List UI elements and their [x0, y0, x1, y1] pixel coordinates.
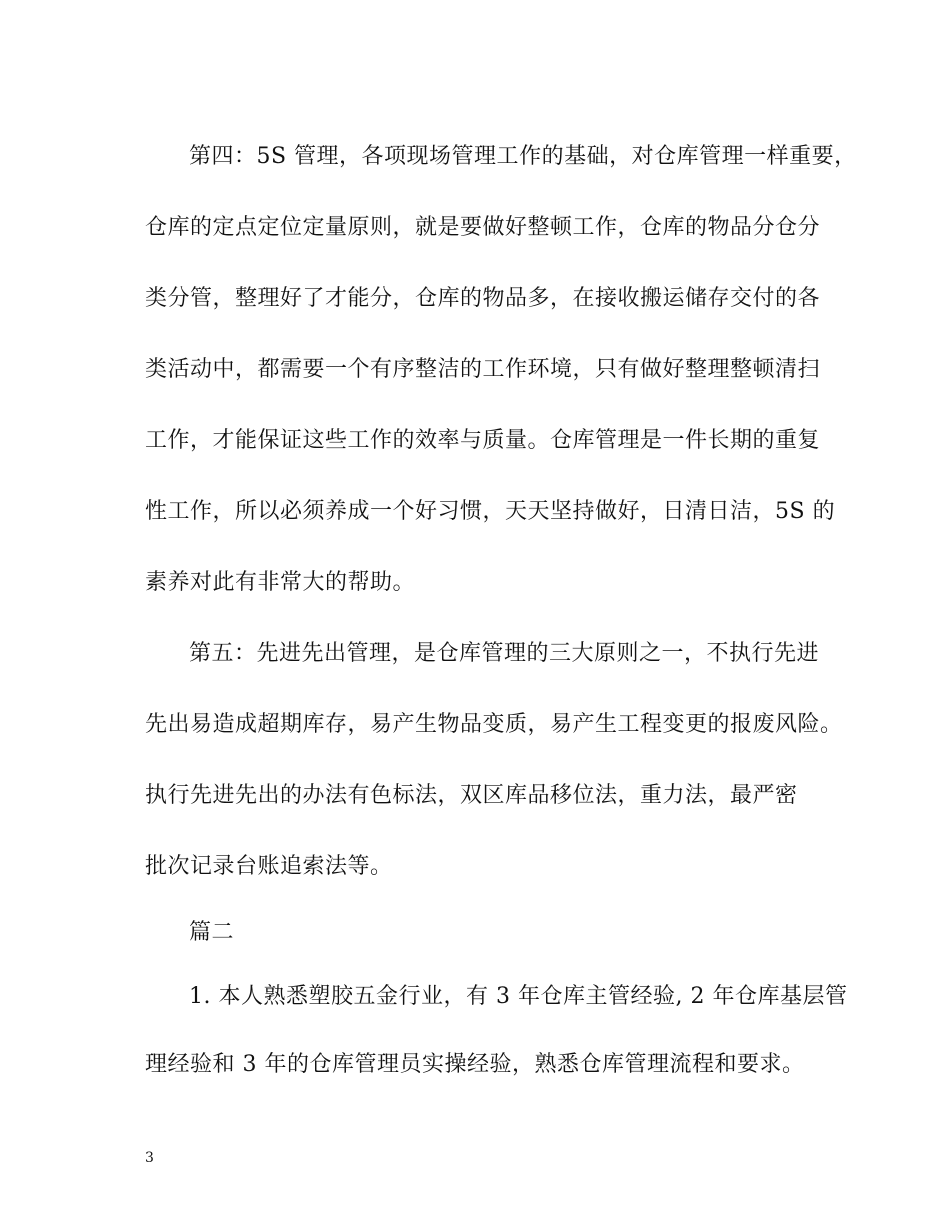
paragraph-line: 执行先进先出的办法有色标法，双区库品移位法，重力法，最严密 — [145, 783, 798, 808]
paragraph-line: 性工作，所以必须养成一个好习惯，天天坚持做好，日清日洁，5S 的 — [145, 499, 836, 524]
paragraph-line: 类分管，整理好了才能分，仓库的物品多，在接收搬运储存交付的各 — [145, 286, 821, 311]
paragraph-line: 1. 本人熟悉塑胶五金行业，有 3 年仓库主管经验, 2 年仓库基层管 — [189, 984, 848, 1009]
paragraph-line: 工作，才能保证这些工作的效率与质量。仓库管理是一件长期的重复 — [145, 428, 821, 453]
paragraph-line: 第四：5S 管理，各项现场管理工作的基础，对仓库管理一样重要， — [189, 144, 857, 169]
paragraph-line: 先出易造成超期库存，易产生物品变质，易产生工程变更的报废风险。 — [145, 712, 843, 737]
paragraph-line: 类活动中，都需要一个有序整洁的工作环境，只有做好整理整顿清扫 — [145, 357, 821, 382]
paragraph-line: 第五：先进先出管理，是仓库管理的三大原则之一，不执行先进 — [189, 641, 820, 666]
page-number: 3 — [145, 1150, 154, 1166]
section-heading: 篇二 — [189, 920, 235, 945]
paragraph-line: 理经验和 3 年的仓库管理员实操经验，熟悉仓库管理流程和要求。 — [145, 1052, 805, 1077]
paragraph-line: 素养对此有非常大的帮助。 — [145, 570, 416, 595]
paragraph-line: 仓库的定点定位定量原则，就是要做好整顿工作，仓库的物品分仓分 — [145, 215, 821, 240]
paragraph-line: 批次记录台账追索法等。 — [145, 854, 393, 879]
